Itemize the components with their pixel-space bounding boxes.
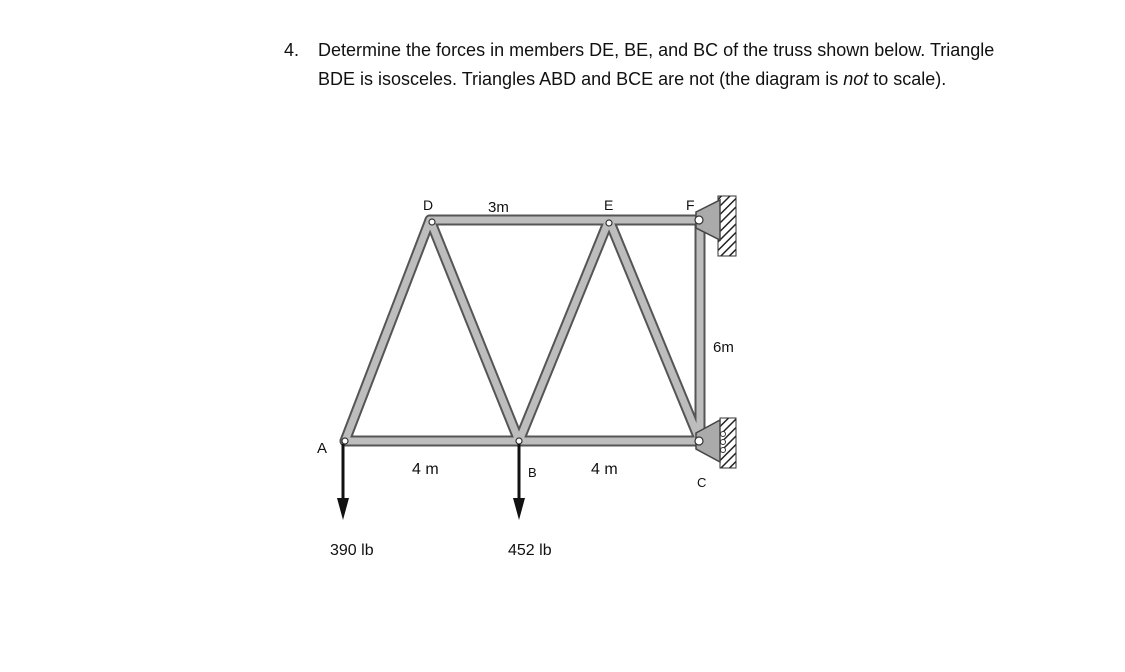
joint-E [606,220,612,226]
member-AD [345,220,430,441]
load-arrow-A [337,444,349,520]
dimension-bottom-right: 4 m [591,461,618,478]
node-label-C: C [697,475,707,490]
node-label-E: E [604,197,614,213]
member-BD [430,220,519,441]
joint-F [695,216,703,224]
dimension-bottom-left: 4 m [412,461,439,478]
joint-D [429,219,435,225]
load-label-A: 390 lb [330,542,374,559]
node-label-D: D [423,197,434,213]
joint-A [342,438,348,444]
joint-C [695,437,703,445]
node-label-F: F [686,197,695,213]
load-arrow-B [513,444,525,520]
dimension-right: 6m [713,339,734,356]
load-label-B: 452 lb [508,542,552,559]
problem-text-part1: Determine the forces in members DE, BE, and BC of the truss shown below. Triangle BDE is isosceles. Triangles ABD and BCE are not (the diagram is [318,40,995,89]
member-BE [519,220,609,441]
joint-B [516,438,522,444]
problem-number: 4. [284,40,300,60]
problem-text-emphasis: not [843,69,869,89]
problem-text-part2: to scale). [868,69,947,89]
truss-members [345,220,700,441]
member-CE [609,220,700,441]
roller-support-C [721,432,726,453]
node-label-B: B [528,465,537,480]
node-label-A: A [317,440,328,457]
dimension-top: 3m [488,199,509,216]
